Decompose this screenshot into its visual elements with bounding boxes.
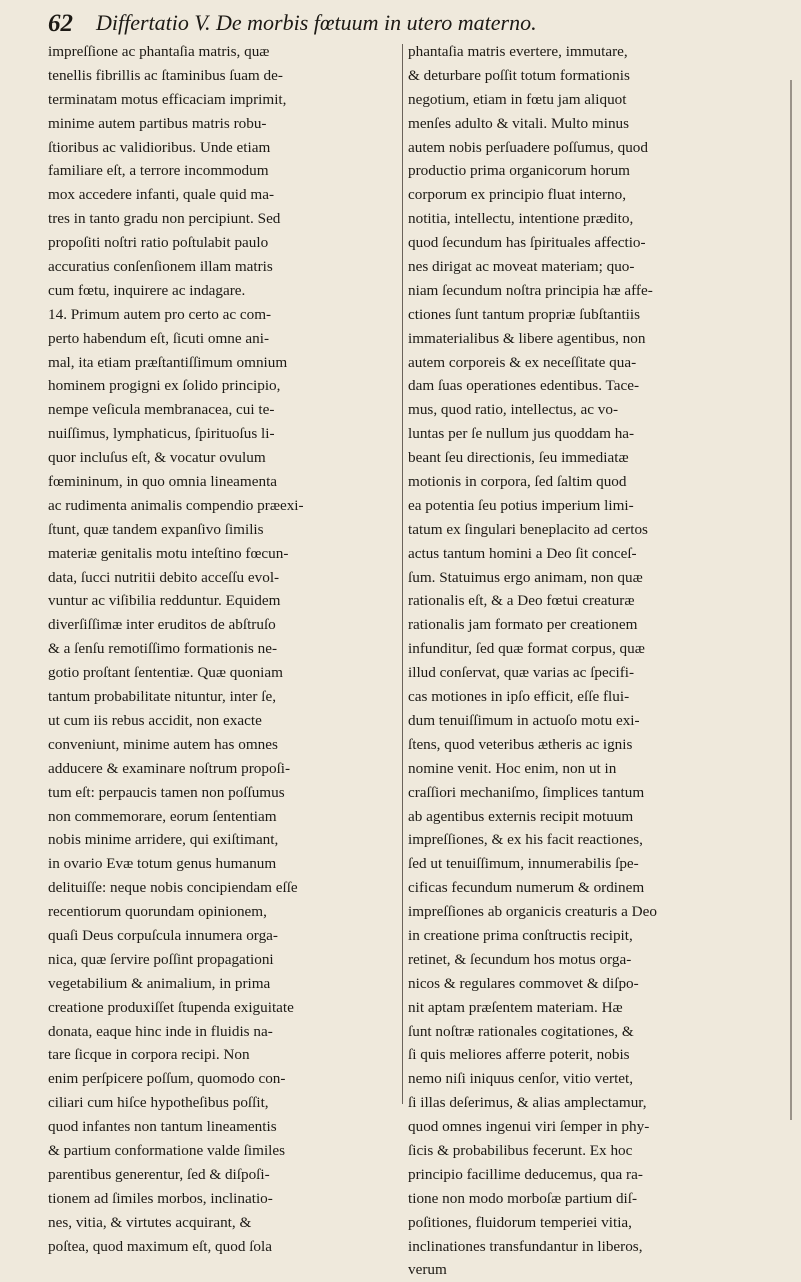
text-line: infunditur, ſed quæ format corpus, quæ bbox=[408, 640, 645, 658]
text-line: impreſſione ac phantaſia matris, quæ bbox=[48, 43, 270, 60]
text-line: hominem progigni ex ſolido principio, bbox=[48, 377, 281, 395]
text-line: rationalis eſt, & a Deo fœtui creaturæ bbox=[408, 592, 635, 610]
text-line: ctiones ſunt tantum propriæ ſubſtantiis bbox=[408, 305, 641, 323]
text-line: ac rudimenta animalis compendio præexi- bbox=[48, 496, 304, 514]
text-line: ea potentia ſeu potius imperium limi- bbox=[408, 496, 634, 514]
text-line: quod ſecundum has ſpirituales affectio- bbox=[408, 234, 646, 252]
text-line: illud conſervat, quæ varias ac ſpecifi- bbox=[408, 664, 635, 682]
text-line: mus, quod ratio, intellectus, ac vo- bbox=[408, 401, 619, 419]
text-line: & deturbare poſſit totum formationis bbox=[408, 66, 630, 84]
text-line: retinet, & ſecundum hos motus orga- bbox=[408, 950, 632, 968]
left-text-column bbox=[48, 40, 398, 1258]
text-line: notitia, intellectu, intentione prædito, bbox=[408, 210, 634, 228]
text-line: negotium, etiam in fœtu jam aliquot bbox=[408, 90, 627, 108]
text-line: luntas per ſe nullum jus quoddam ha- bbox=[408, 425, 635, 443]
text-line: parentibus generentur, ſed & diſpoſi- bbox=[48, 1165, 270, 1183]
text-line: nobis minime arridere, qui exiſtimant, bbox=[48, 831, 279, 849]
text-line: tres in tanto gradu non percipiunt. Sed bbox=[48, 210, 281, 228]
text-line: ab agentibus externis recipit motuum bbox=[408, 807, 634, 825]
text-line: quor incluſus eſt, & vocatur ovulum bbox=[48, 449, 266, 467]
text-line: gotio proſtant ſententiæ. Quæ quoniam bbox=[48, 664, 283, 682]
text-line: dum tenuiſſimum in actuoſo motu exi- bbox=[408, 711, 640, 729]
text-line: autem nobis perſuadere poſſumus, quod bbox=[408, 138, 648, 156]
text-line: & partium conformatione valde ſimiles bbox=[48, 1141, 286, 1159]
text-line: ſtioribus ac validioribus. Unde etiam bbox=[48, 138, 271, 156]
text-line: perto habendum eſt, ſicuti omne ani- bbox=[48, 329, 269, 347]
text-line: tare ſicque in corpora recipi. Non bbox=[48, 1046, 250, 1064]
text-line: impreſſiones, & ex his facit reactiones, bbox=[408, 831, 643, 849]
text-line: nicos & regulares commovet & diſpo- bbox=[408, 974, 639, 992]
text-line: vegetabilium & animalium, in prima bbox=[48, 974, 271, 992]
page-edge-line bbox=[790, 80, 792, 1120]
text-line: dam ſuas operationes edentibus. Tace- bbox=[408, 377, 640, 395]
text-line: data, ſucci nutritii debito acceſſu evol- bbox=[48, 568, 280, 586]
text-line: ſicis & probabilibus fecerunt. Ex hoc bbox=[408, 1141, 633, 1159]
text-line: nes, vitia, & virtutes acquirant, & bbox=[48, 1213, 252, 1231]
text-line: diverſiſſimæ inter eruditos de abſtruſo bbox=[48, 616, 276, 634]
text-line: recentiorum quorundam opinionem, bbox=[48, 903, 267, 921]
text-line: quod omnes ingenui viri ſemper in phy- bbox=[408, 1118, 650, 1136]
text-line: ut cum iis rebus accidit, non exacte bbox=[48, 711, 262, 729]
text-line: corporum ex principio fluat interno, bbox=[408, 186, 627, 204]
column-divider bbox=[402, 44, 403, 1104]
text-line: ſunt noſtræ rationales cogitationes, & bbox=[408, 1022, 634, 1040]
text-line: rationalis jam formato per creationem bbox=[408, 616, 638, 634]
text-line: non commemorare, eorum ſententiam bbox=[48, 807, 277, 825]
text-line: beant ſeu directionis, ſeu immediatæ bbox=[408, 449, 629, 467]
text-line: & a ſenſu remotiſſimo formationis ne- bbox=[48, 640, 278, 658]
text-line: actus tantum homini a Deo ſit conceſ- bbox=[408, 544, 637, 562]
text-line: 14. Primum autem pro certo ac com- bbox=[48, 305, 272, 323]
text-line: tantum probabilitate nituntur, inter ſe, bbox=[48, 688, 276, 706]
text-line: nit aptam præſentem materiam. Hæ bbox=[408, 998, 623, 1016]
text-line: nes dirigat ac moveat materiam; quo- bbox=[408, 258, 635, 276]
text-line: cificas fecundum numerum & ordinem bbox=[408, 879, 645, 897]
text-line: familiare eſt, a terrore incommodum bbox=[48, 162, 269, 180]
text-line: nica, quæ ſervire poſſint propagationi bbox=[48, 950, 274, 968]
text-line: propoſiti noſtri ratio poſtulabit paulo bbox=[48, 234, 269, 252]
text-line: poſitiones, fluidorum temperiei vitia, bbox=[408, 1213, 632, 1231]
text-line: ſum. Statuimus ergo animam, non quæ bbox=[408, 568, 643, 586]
text-line: in creatione prima conſtructis recipit, bbox=[408, 926, 633, 944]
text-line: immaterialibus & libere agentibus, non bbox=[408, 329, 646, 347]
text-line: ſed ut tenuiſſimum, innumerabilis ſpe- bbox=[408, 855, 639, 873]
text-line: ſi quis meliores afferre poterit, nobis bbox=[408, 1046, 630, 1064]
text-line: delituiſſe: neque nobis concipiendam eſſe bbox=[48, 879, 298, 897]
text-line: quaſi Deus corpuſcula innumera orga- bbox=[48, 926, 278, 944]
right-text-column bbox=[408, 40, 758, 1282]
text-line: ſi illas deſerimus, & alias amplectamur, bbox=[408, 1094, 647, 1112]
text-line: minime autem partibus matris robu- bbox=[48, 114, 267, 132]
text-line: productio prima organicorum horum bbox=[408, 162, 630, 180]
text-line: phantaſia matris evertere, immutare, bbox=[408, 43, 628, 60]
text-line: conveniunt, minime autem has omnes bbox=[48, 735, 278, 753]
text-line: ſtunt, quæ tandem expanſivo ſimilis bbox=[48, 520, 264, 538]
text-line: vuntur ac viſibilia redduntur. Equidem bbox=[48, 592, 281, 610]
text-line: cum fœtu, inquirere ac indagare. bbox=[48, 281, 246, 299]
text-line: tatum ex ſingulari beneplacito ad certos bbox=[408, 520, 648, 538]
text-line: tenellis fibrillis ac ſtaminibus ſuam de- bbox=[48, 66, 283, 84]
text-line: terminatam motus efficaciam imprimit, bbox=[48, 90, 287, 108]
text-line: quod infantes non tantum lineamentis bbox=[48, 1118, 277, 1136]
text-line: donata, eaque hinc inde in fluidis na- bbox=[48, 1022, 273, 1040]
page-number: 62 bbox=[48, 10, 73, 37]
text-line: verum bbox=[408, 1261, 447, 1279]
text-line: impreſſiones ab organicis creaturis a Deo bbox=[408, 903, 657, 921]
text-line: tione non modo morboſæ partium diſ- bbox=[408, 1189, 638, 1207]
running-title: Differtatio V. De morbis fœtuum in utero materno. bbox=[96, 10, 537, 35]
text-line: motionis in corpora, ſed ſaltim quod bbox=[408, 473, 627, 491]
page-header bbox=[48, 10, 768, 40]
text-line: poſtea, quod maximum eſt, quod ſola bbox=[48, 1237, 272, 1255]
text-line: accuratius conſenſionem illam matris bbox=[48, 258, 273, 276]
text-line: craſſiori mechaniſmo, ſimplices tantum bbox=[408, 783, 645, 801]
text-line: adducere & examinare noſtrum propoſi- bbox=[48, 759, 291, 777]
text-line: principio facillime deducemus, qua ra- bbox=[408, 1165, 643, 1183]
text-line: tum eſt: perpaucis tamen non poſſumus bbox=[48, 783, 285, 801]
text-line: mox accedere infanti, quale quid ma- bbox=[48, 186, 275, 204]
text-line: enim perſpicere poſſum, quomodo con- bbox=[48, 1070, 286, 1088]
text-line: in ovario Evæ totum genus humanum bbox=[48, 855, 277, 873]
text-line: nuiſſimus, lymphaticus, ſpirituoſus li- bbox=[48, 425, 275, 443]
text-line: nempe veſicula membranacea, cui te- bbox=[48, 401, 275, 419]
text-line: nomine venit. Hoc enim, non ut in bbox=[408, 759, 617, 777]
text-line: nemo niſi iniquus cenſor, vitio vertet, bbox=[408, 1070, 634, 1088]
text-line: menſes adulto & vitali. Multo minus bbox=[408, 114, 630, 132]
text-line: materiæ genitalis motu inteſtino fœcun- bbox=[48, 544, 289, 562]
text-line: mal, ita etiam præſtantiſſimum omnium bbox=[48, 353, 288, 371]
text-line: autem corporeis & ex neceſſitate qua- bbox=[408, 353, 637, 371]
text-line: ſtens, quod veteribus ætheris ac ignis bbox=[408, 735, 633, 753]
text-line: niam ſecundum noſtra principia hæ affe- bbox=[408, 281, 653, 299]
text-line: cas motiones in ipſo efficit, eſſe flui- bbox=[408, 688, 630, 706]
text-line: ciliari cum hiſce hypotheſibus poſſit, bbox=[48, 1094, 269, 1112]
text-line: fœmininum, in quo omnia lineamenta bbox=[48, 473, 278, 491]
text-line: tionem ad ſimiles morbos, inclinatio- bbox=[48, 1189, 273, 1207]
text-line: inclinationes transfundantur in liberos, bbox=[408, 1237, 643, 1255]
text-line: creatione produxiſſet ſtupenda exiguitate bbox=[48, 998, 294, 1016]
